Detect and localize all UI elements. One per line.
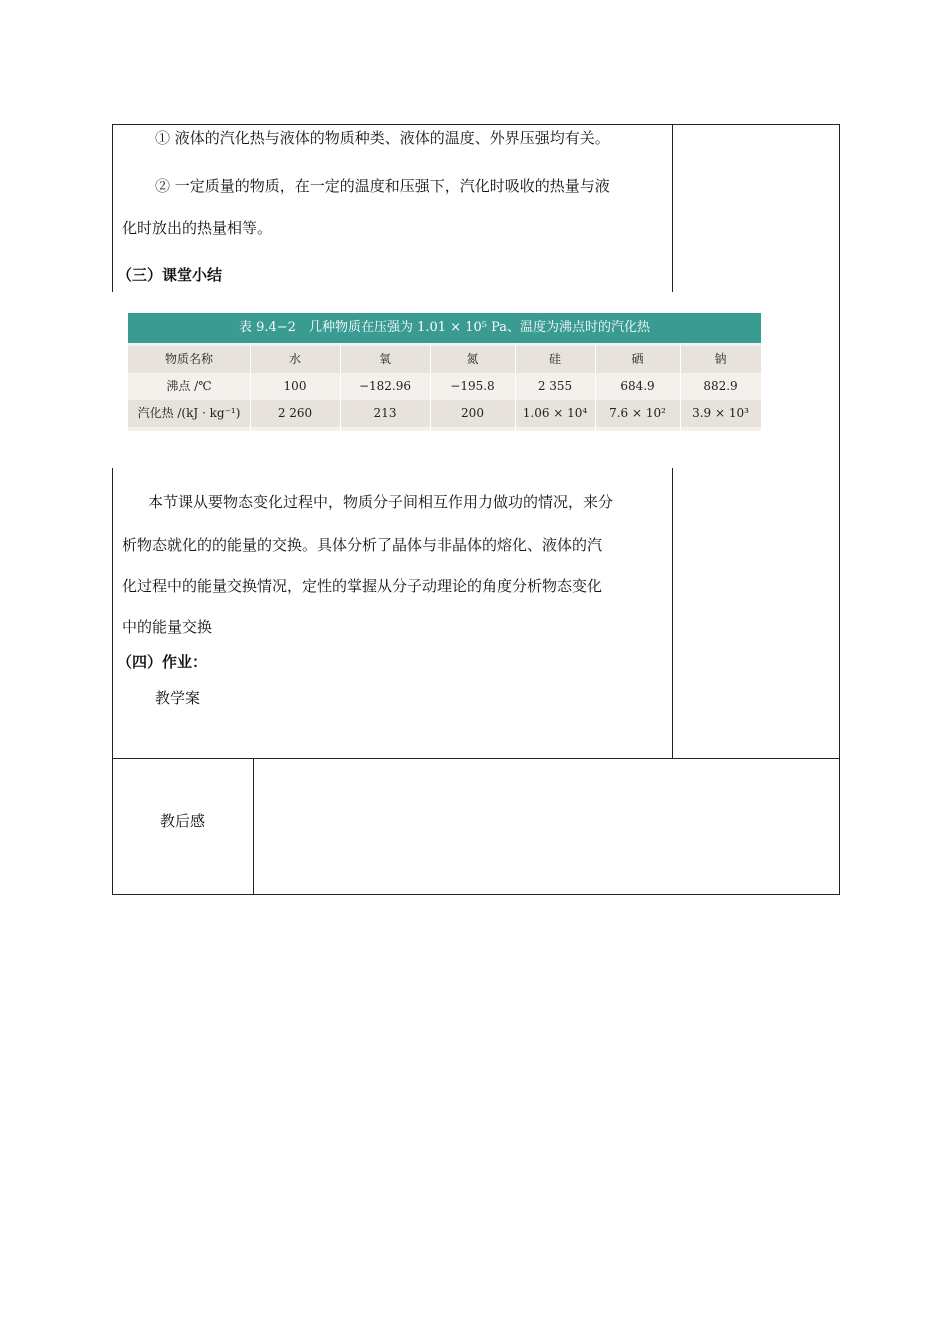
table-cell: 100 (283, 379, 307, 393)
table-column-separator (340, 343, 341, 431)
frame-top-line (112, 124, 840, 125)
table-column-separator (515, 343, 516, 431)
table-cell: 物质名称 (164, 352, 213, 366)
table-cell: 钠 (714, 352, 727, 366)
reflection-label: 教后感 (160, 812, 206, 830)
table-cell: 硒 (631, 352, 644, 366)
table-cell: 沸点 /℃ (166, 379, 212, 393)
table-cell: 213 (373, 406, 397, 420)
vaporization-heat-table-image (128, 313, 761, 431)
section-4-heading: （四）作业： (117, 653, 208, 671)
paragraph-2-line-2: 化时放出的热量相等。 (122, 219, 273, 237)
table-cell: 200 (461, 406, 484, 420)
table-row (128, 373, 761, 400)
table-cell: 7.6 × 10² (609, 406, 666, 420)
frame-left-line-upper (112, 124, 113, 292)
table-cell: 684.9 (620, 379, 655, 393)
summary-line-2: 析物态就化的的能量的交换。具体分析了晶体与非晶体的熔化、液体的汽 (122, 536, 603, 554)
paragraph-1: ① 液体的汽化热与液体的物质种类、液体的温度、外界压强均有关。 (155, 129, 610, 147)
table-row (128, 346, 761, 373)
table-cell: −195.8 (450, 379, 495, 393)
table-cell: 氮 (466, 352, 479, 366)
table-cell: 水 (288, 352, 301, 366)
table-column-separator (430, 343, 431, 431)
table-cell: 1.06 × 10⁴ (522, 406, 588, 420)
summary-line-4: 中的能量交换 (122, 618, 213, 636)
frame-left-line-lower (112, 468, 113, 895)
table-row (128, 400, 761, 427)
table-column-separator (680, 343, 681, 431)
table-cell: 2 355 (537, 379, 573, 393)
table-column-separator (595, 343, 596, 431)
table-image-title: 表 9.4−2 几种物质在压强为 1.01 × 10⁵ Pa、温度为沸点时的汽化热 (128, 313, 761, 343)
summary-line-1: 本节课从要物态变化过程中，物质分子间相互作用力做功的情况，来分 (148, 493, 614, 511)
frame-row-divider (112, 758, 840, 759)
frame-mid-line-lower (672, 468, 673, 759)
section-3-heading: （三）课堂小结 (117, 266, 223, 284)
table-cell: 硅 (548, 352, 561, 366)
table-cell: 氧 (378, 352, 391, 366)
table-cell: 3.9 × 10³ (692, 406, 749, 420)
frame-mid-line-upper (672, 124, 673, 292)
paragraph-2-line-1: ② 一定质量的物质，在一定的温度和压强下，汽化时吸收的热量与液 (155, 177, 610, 195)
frame-right-line (839, 124, 840, 895)
table-cell: 汽化热 /(kJ · kg⁻¹) (137, 406, 241, 420)
frame-bottom-line (112, 894, 840, 895)
table-cell: −182.96 (358, 379, 412, 393)
frame-label-divider (253, 758, 254, 895)
table-column-separator (250, 343, 251, 431)
table-cell: 882.9 (703, 379, 738, 393)
table-cell: 2 260 (277, 406, 313, 420)
homework-text: 教学案 (155, 689, 201, 707)
summary-line-3: 化过程中的能量交换情况，定性的掌握从分子动理论的角度分析物态变化 (122, 577, 603, 595)
